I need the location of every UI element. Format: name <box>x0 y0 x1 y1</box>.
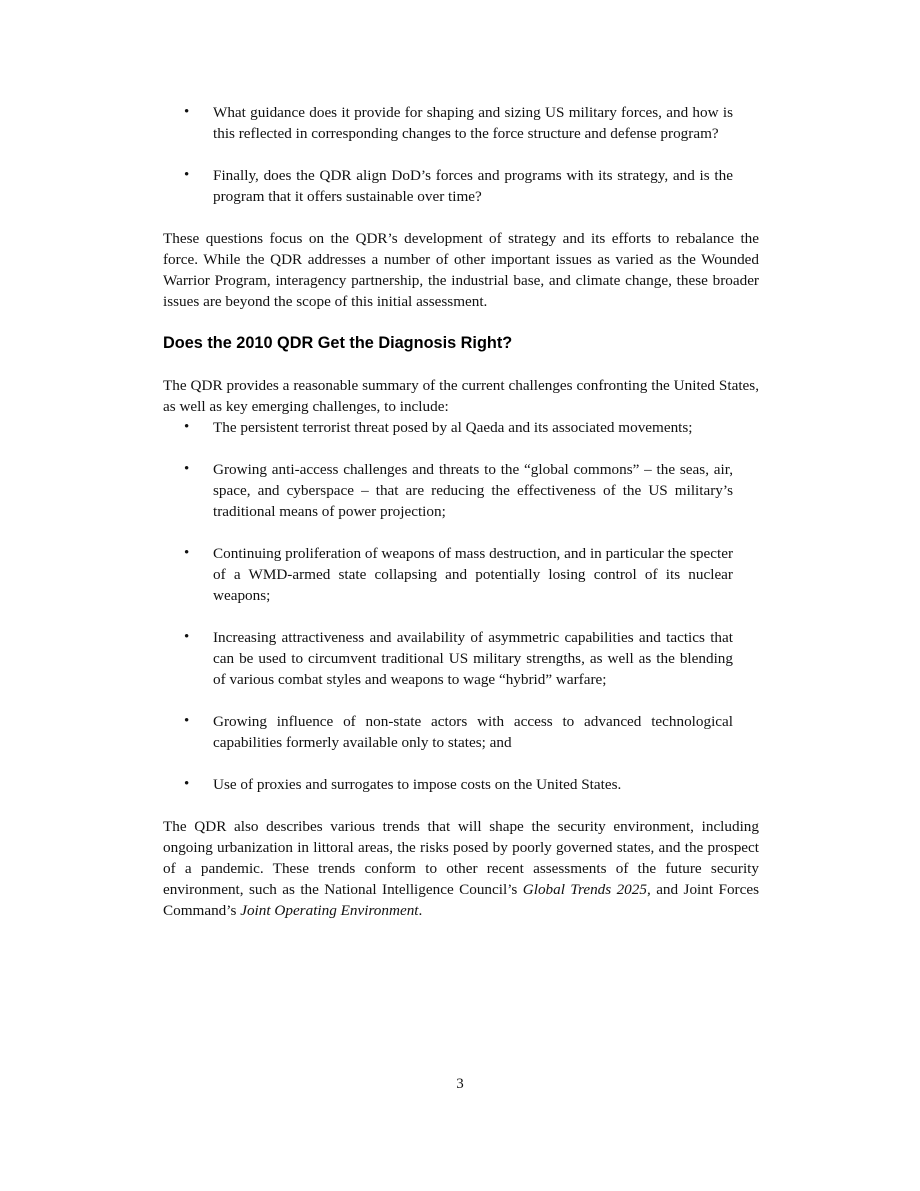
global-trends-title: Global Trends 2025 <box>522 881 647 898</box>
list-item: • Increasing attractiveness and availability of asymmetric capabilities and tactics that can be used to circumvent traditional US military strengths, as well as the blending of various combat styles and weapons to wage “hybrid” warfare; <box>213 627 733 690</box>
trends-text-start: The QDR also describes various trends that will shape the security environment, including ongoing urbanization in littoral areas, the risks posed by poorly governed states, and the prospect of a pandemic. These trends conform to other recent assessments of the future security environment, such as the National Intelligence Council’s <box>163 818 759 898</box>
list-item: • Finally, does the QDR align DoD’s forces and programs with its strategy, and is the program that it offers sustainable over time? <box>213 165 733 207</box>
list-item: • Use of proxies and surrogates to impose costs on the United States. <box>213 774 733 795</box>
section-heading: Does the 2010 QDR Get the Diagnosis Right? <box>163 334 513 352</box>
trends-paragraph <box>163 816 759 921</box>
joint-operating-environment-title: Joint Operating Environment <box>240 902 419 919</box>
list-item: • The persistent terrorist threat posed by al Qaeda and its associated movements; <box>213 417 733 438</box>
scope-paragraph: These questions focus on the QDR’s development of strategy and its efforts to rebalance the force. While the QDR addresses a number of other important issues as varied as the Wounded Warrior Program, interagency partnership, the industrial base, and climate change, these broader issues are beyond the scope of this initial assessment. <box>163 230 759 310</box>
challenge-bullet-list <box>163 417 759 795</box>
list-item: • Growing influence of non-state actors with access to advanced technological capabilities formerly available only to states; and <box>213 711 733 753</box>
list-item: • What guidance does it provide for shaping and sizing US military forces, and how is this reflected in corresponding changes to the force structure and defense program? <box>213 102 733 144</box>
page-number: 3 <box>456 1076 464 1092</box>
summary-paragraph: The QDR provides a reasonable summary of the current challenges confronting the United States, as well as key emerging challenges, to include: <box>163 377 759 415</box>
document-page <box>163 102 759 921</box>
trends-text-end: . <box>418 902 423 919</box>
question-bullet-list <box>163 102 759 207</box>
list-item: • Growing anti-access challenges and threats to the “global commons” – the seas, air, space, and cyberspace – that are reducing the effectiveness of the US military’s traditional means of power projection; <box>213 459 733 522</box>
trends-text-mid: , and Joint Forces Command’s <box>163 881 759 919</box>
list-item: • Continuing proliferation of weapons of mass destruction, and in particular the specter of a WMD-armed state collapsing and potentially losing control of its nuclear weapons; <box>213 543 733 606</box>
